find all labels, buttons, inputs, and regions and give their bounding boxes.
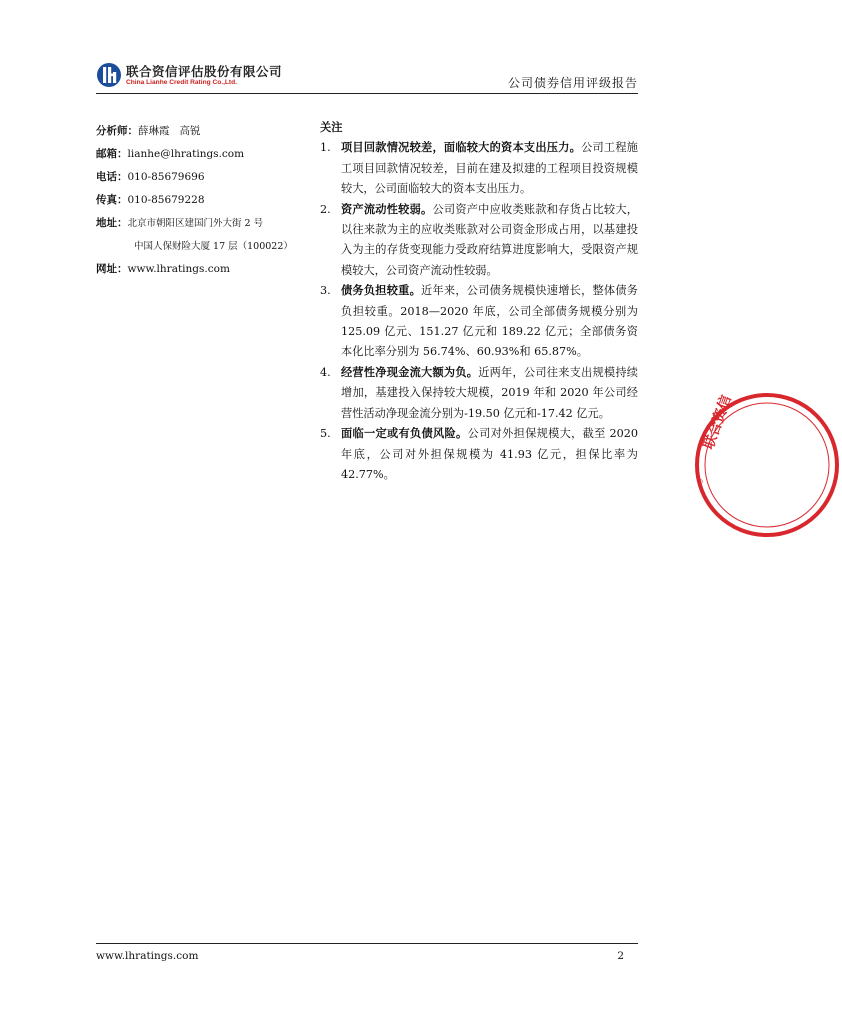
concern-number: 4. <box>320 365 331 379</box>
concern-number: 2. <box>320 202 331 216</box>
concern-body: 公司对外担保规模大，截至 2020 年底，公司对外担保规模为 41.93 亿元，担保比率为 42.77%。 <box>341 427 638 481</box>
web-label: 网址： <box>96 263 128 275</box>
phone-label: 电话： <box>96 171 128 183</box>
email-row <box>96 143 316 166</box>
company-seal <box>692 390 760 540</box>
analyst-label: 分析师： <box>96 125 138 137</box>
concern-lead: 项目回款情况较差，面临较大的资本支出压力。 <box>341 141 582 155</box>
contact-info <box>96 120 316 281</box>
email-label: 邮箱： <box>96 148 128 160</box>
footer-url[interactable]: www.lhratings.com <box>96 950 199 962</box>
page-number: 2 <box>617 950 624 962</box>
address-line1: 北京市朝阳区建国门外大街 2 号 <box>127 218 264 229</box>
concern-lead: 经营性净现金流大额为负。 <box>341 365 479 379</box>
analyst-names: 薛琳霞 高锐 <box>138 125 201 137</box>
email-value[interactable]: lianhe@lhratings.com <box>127 148 245 160</box>
report-type-title: 公司债券信用评级报告 <box>507 76 638 90</box>
company-logo <box>96 60 282 90</box>
web-row <box>96 258 316 281</box>
concern-lead: 面临一定或有负债风险。 <box>341 427 468 441</box>
concern-lead: 债务负担较重。 <box>341 284 422 298</box>
concern-body: 公司工程施工项目回款情况较差，目前在建及拟建的工程项目投资规模较大，公司面临较大的资本支出压力。 <box>341 141 638 196</box>
concerns-section <box>320 118 638 485</box>
company-name-cn: 联合资信评估股份有限公司 <box>126 63 283 79</box>
fax-row <box>96 189 316 212</box>
concern-item <box>320 138 638 199</box>
phone-row <box>96 166 316 189</box>
svg-text:◦: ◦ <box>692 475 710 488</box>
concerns-list <box>320 138 638 485</box>
address-label: 地址： <box>96 217 128 229</box>
address-line2: 中国人保财险大厦 17 层（100022） <box>134 241 293 252</box>
concerns-heading: 关注 <box>320 121 343 134</box>
company-name-en: China Lianhe Credit Rating Co.,Ltd. <box>126 78 237 86</box>
concern-number: 1. <box>320 141 331 155</box>
concern-item <box>320 200 638 282</box>
concern-body: 近年来，公司债务规模快速增长，整体债务负担较重。2018—2020 年底，公司全部债务规模分别为 125.09 亿元、151.27 亿元和 189.22 亿元；全部债务资本化比率分别为 56.74%、60.93%和 65.87%。 <box>341 284 638 359</box>
seal-icon <box>692 390 842 540</box>
footer-divider <box>96 943 638 944</box>
svg-text:联合资信: 联合资信 <box>700 393 735 452</box>
concern-lead: 资产流动性较弱。 <box>341 202 433 216</box>
address-row-2 <box>96 235 316 258</box>
fax-value: 010-85679228 <box>127 194 205 206</box>
concern-item <box>320 424 638 485</box>
concern-body: 近两年，公司往来支出规模持续增加，基建投入保持较大规模，2019 年和 2020 年公司经营性活动净现金流分别为-19.50 亿元和-17.42 亿元。 <box>341 365 638 420</box>
fax-label: 传真： <box>96 194 128 206</box>
analyst-row <box>96 120 316 143</box>
lh-logo-icon <box>96 62 122 88</box>
address-row <box>96 212 316 235</box>
concern-body: 公司资产中应收类账款和存货占比较大，以往来款为主的应收类账款对公司资金形成占用，以基建投入为主的存货变现能力受政府结算进度影响大，受限资产规模较大，公司资产流动性较弱。 <box>341 202 638 277</box>
concern-number: 5. <box>320 427 331 441</box>
concern-number: 3. <box>320 284 331 298</box>
phone-value: 010-85679696 <box>127 171 205 183</box>
concern-item <box>320 281 638 363</box>
header-divider <box>96 93 638 94</box>
web-value[interactable]: www.lhratings.com <box>127 263 230 275</box>
concern-item <box>320 363 638 424</box>
